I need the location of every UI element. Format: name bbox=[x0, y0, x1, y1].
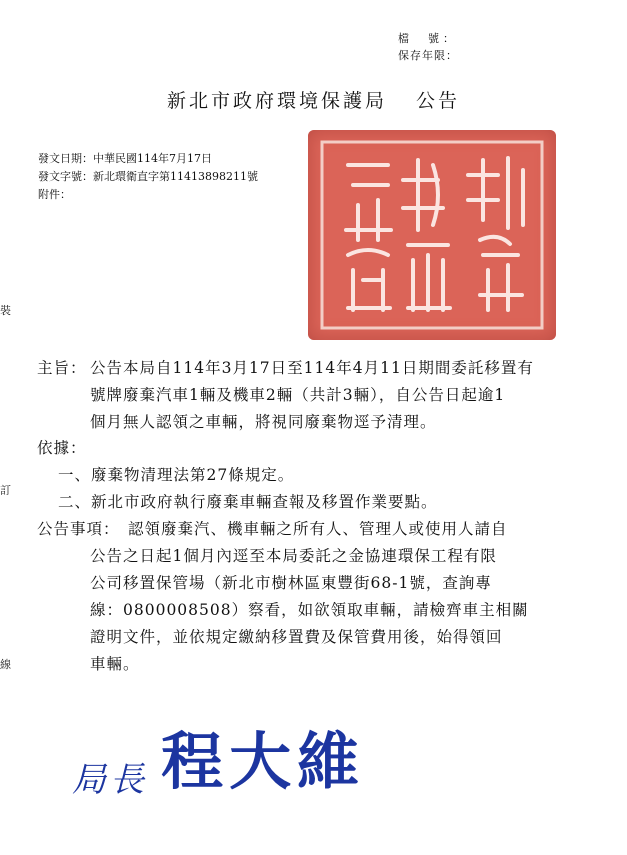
attachment-line: 附件： bbox=[38, 188, 71, 201]
subject-line: 個月無人認領之車輛，將視同廢棄物逕予清理。 bbox=[90, 413, 437, 431]
notice-label: 公告事項： bbox=[37, 520, 120, 538]
notice-line: 車輛。 bbox=[90, 655, 140, 673]
notice-line: 認領廢棄汽、機車輛之所有人、管理人或使用人請自 bbox=[128, 520, 508, 538]
issue-date: 發文日期：中華民國114年7月17日 bbox=[38, 152, 212, 165]
signature-name: 程大維 bbox=[161, 725, 366, 798]
subject-line: 號牌廢棄汽車1輛及機車2輛（共計3輛），自公告日起逾1 bbox=[90, 386, 506, 404]
subject-label: 主旨： bbox=[37, 359, 87, 377]
agency-name: 新北市政府環境保護局 bbox=[166, 90, 387, 112]
basis-item: 一、廢棄物清理法第27條規定。 bbox=[58, 466, 295, 484]
seal-glyphs bbox=[308, 130, 556, 340]
margin-line-char: 線 bbox=[0, 658, 11, 671]
page-title bbox=[0, 86, 627, 113]
basis-item: 二、新北市政府執行廢棄車輛查報及移置作業要點。 bbox=[58, 493, 438, 511]
margin-bind-char: 裝 bbox=[0, 304, 11, 317]
notice-line: 公告之日起1個月內逕至本局委託之金協連環保工程有限 bbox=[90, 547, 497, 565]
document-type: 公告 bbox=[416, 90, 461, 112]
signature-title: 局長 bbox=[72, 760, 148, 800]
subject-line: 公告本局自114年3月17日至114年4月11日期間委託移置有 bbox=[90, 359, 534, 377]
signature bbox=[72, 712, 365, 801]
notice-line: 公司移置保管場（新北市樹林區東豐街68-1號，查詢專 bbox=[90, 574, 492, 592]
margin-fold-char: 訂 bbox=[0, 484, 11, 497]
notice-line: 線：0800008508）察看，如欲領取車輛，請檢齊車主相關 bbox=[90, 601, 529, 619]
official-seal bbox=[308, 130, 556, 340]
issue-number: 發文字號：新北環衛直字第11413898211號 bbox=[38, 170, 258, 183]
file-number-label: 檔 號： bbox=[398, 32, 458, 45]
basis-label: 依據： bbox=[37, 439, 87, 457]
retention-period-label: 保存年限： bbox=[398, 49, 458, 62]
notice-line: 證明文件，並依規定繳納移置費及保管費用後，始得領回 bbox=[90, 628, 503, 646]
